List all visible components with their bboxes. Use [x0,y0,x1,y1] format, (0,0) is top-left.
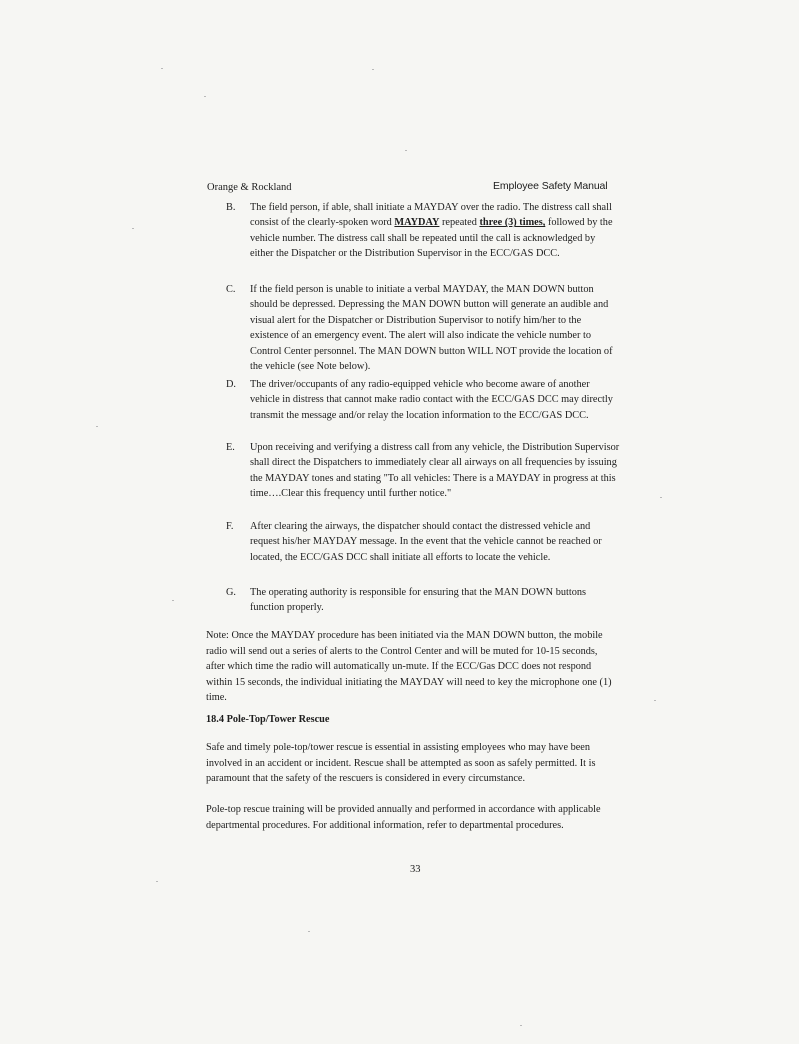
item-text-part: repeated [439,217,480,229]
section-heading: 18.4 Pole-Top/Tower Rescue [206,714,330,725]
body-paragraph: Safe and timely pole-top/tower rescue is essential in assisting employees who may have been involved in an accident or incident. Rescue shall be attempted as soon as safely permitted. It is paramount that the safety of the rescuers is considered in every circumstance. [206,742,596,785]
item-text-part: The field person, if able, shall initiate a MAYDAY over the radio. The distress call shall consist of the clearly-spoken word [250,202,612,229]
item-letter: B. [226,202,236,213]
repeat-count: three (3) times, [479,217,546,229]
item-text: The operating authority is responsible for ensuring that the MAN DOWN buttons function properly. [250,587,587,614]
item-text: The driver/occupants of any radio-equipped vehicle who become aware of another vehicle in distress that cannot make radio contact with the ECC/GAS DCC may directly transmit the message and/or relay the location information to the ECC/GAS DCC. [250,379,613,421]
item-letter: G. [226,587,237,598]
header-manual-title: Employee Safety Manual [493,180,608,192]
item-letter: E. [226,442,235,453]
header-organization: Orange & Rockland [207,182,292,193]
item-letter: D. [226,379,237,390]
body-paragraph: Pole-top rescue training will be provided annually and performed in accordance with applicable departmental procedures. For additional information, refer to departmental procedures. [206,804,601,831]
item-text [250,200,620,262]
item-text-part: followed by the vehicle number. The distress call shall be repeated until the call is acknowledged by either the Dispatcher or the Distribution Supervisor in the ECC/GAS DCC. [250,217,613,260]
item-letter: C. [226,284,236,295]
item-text: If the field person is unable to initiate a verbal MAYDAY, the MAN DOWN button should be depressed. Depressing the MAN DOWN button will generate an audible and visual alert for the Dispatcher or Distribution Supervisor to notify him/her to the existence of an emergency event. The alert will also indicate the vehicle number to Control Center personnel. The MAN DOWN button WILL NOT provide the location of the vehicle (see Note below). [250,284,613,373]
item-text: After clearing the airways, the dispatcher should contact the distressed vehicle and request his/her MAYDAY message. In the event that the vehicle cannot be reached or located, the ECC/GAS DCC shall initiate all efforts to locate the vehicle. [250,521,602,563]
mayday-word: MAYDAY [394,217,440,229]
item-letter: F. [226,521,234,532]
note-paragraph: Note: Once the MAYDAY procedure has been initiated via the MAN DOWN button, the mobile radio will send out a series of alerts to the Control Center and will be muted for 10-15 seconds, after which time the radio will automatically un-mute. If the ECC/Gas DCC does not respond within 15 seconds, the individual initiating the MAYDAY will need to key the microphone one (1) time. [206,630,612,704]
page-number: 33 [410,864,421,875]
item-text: Upon receiving and verifying a distress call from any vehicle, the Distribution Supervisor shall direct the Dispatchers to immediately clear all airways on all frequencies by issuing the MAYDAY tones and stating "To all vehicles: There is a MAYDAY in progress at this time….Clear this frequency until further notice." [250,442,620,500]
